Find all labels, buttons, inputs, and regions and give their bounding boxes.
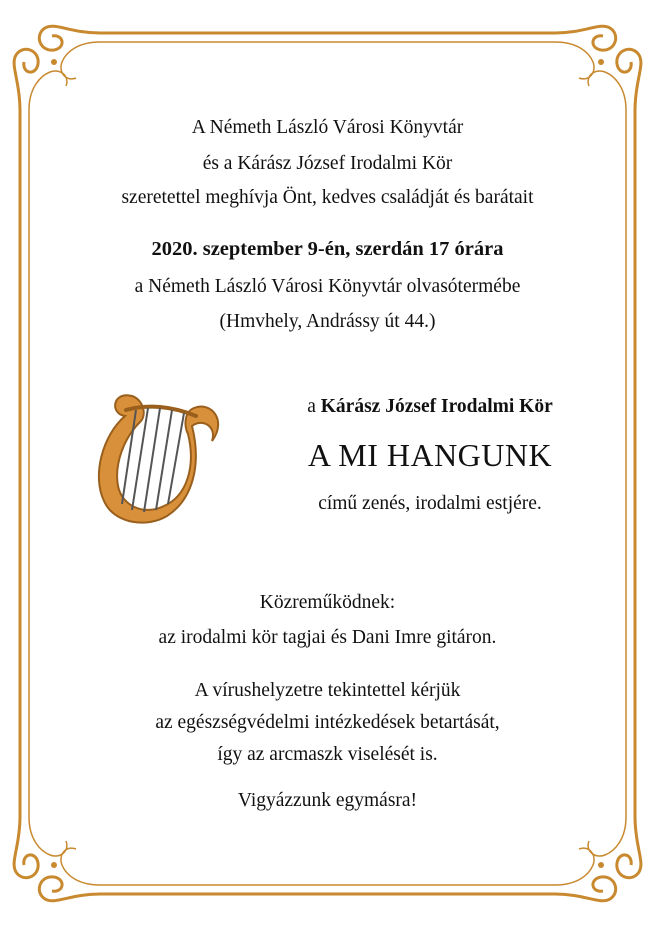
event-address: (Hmvhely, Andrássy út 44.)	[219, 311, 436, 332]
program-title: A MI HANGUNK	[307, 437, 553, 473]
program-host-line	[240, 396, 620, 418]
program-host: Kárász József Irodalmi Kör	[320, 396, 553, 417]
notice-line-2: az egészségvédelmi intézkedések betartását,	[155, 712, 500, 733]
intro-line-1: A Németh László Városi Könyvtár	[191, 117, 464, 138]
notice-line-1: A vírushelyzetre tekintettel kérjük	[194, 680, 461, 701]
program-subtitle: című zenés, irodalmi estjére.	[318, 493, 542, 514]
performers-text: az irodalmi kör tagjai és Dani Imre gitáron.	[158, 627, 497, 648]
program-prefix: a	[307, 396, 316, 417]
intro-line-3: szeretettel meghívja Önt, kedves családját és barátait	[121, 187, 534, 208]
lyre-icon	[92, 386, 222, 531]
closing-text: Vigyázzunk egymásra!	[237, 790, 418, 811]
event-venue: a Németh László Városi Könyvtár olvasótermébe	[134, 276, 521, 297]
event-datetime: 2020. szeptember 9-én, szerdán 17 órára	[151, 238, 504, 260]
intro-line-2: és a Kárász József Irodalmi Kör	[202, 153, 453, 174]
notice-line-3: így az arcmaszk viselését is.	[217, 744, 438, 765]
performers-heading: Közreműködnek:	[259, 592, 396, 613]
